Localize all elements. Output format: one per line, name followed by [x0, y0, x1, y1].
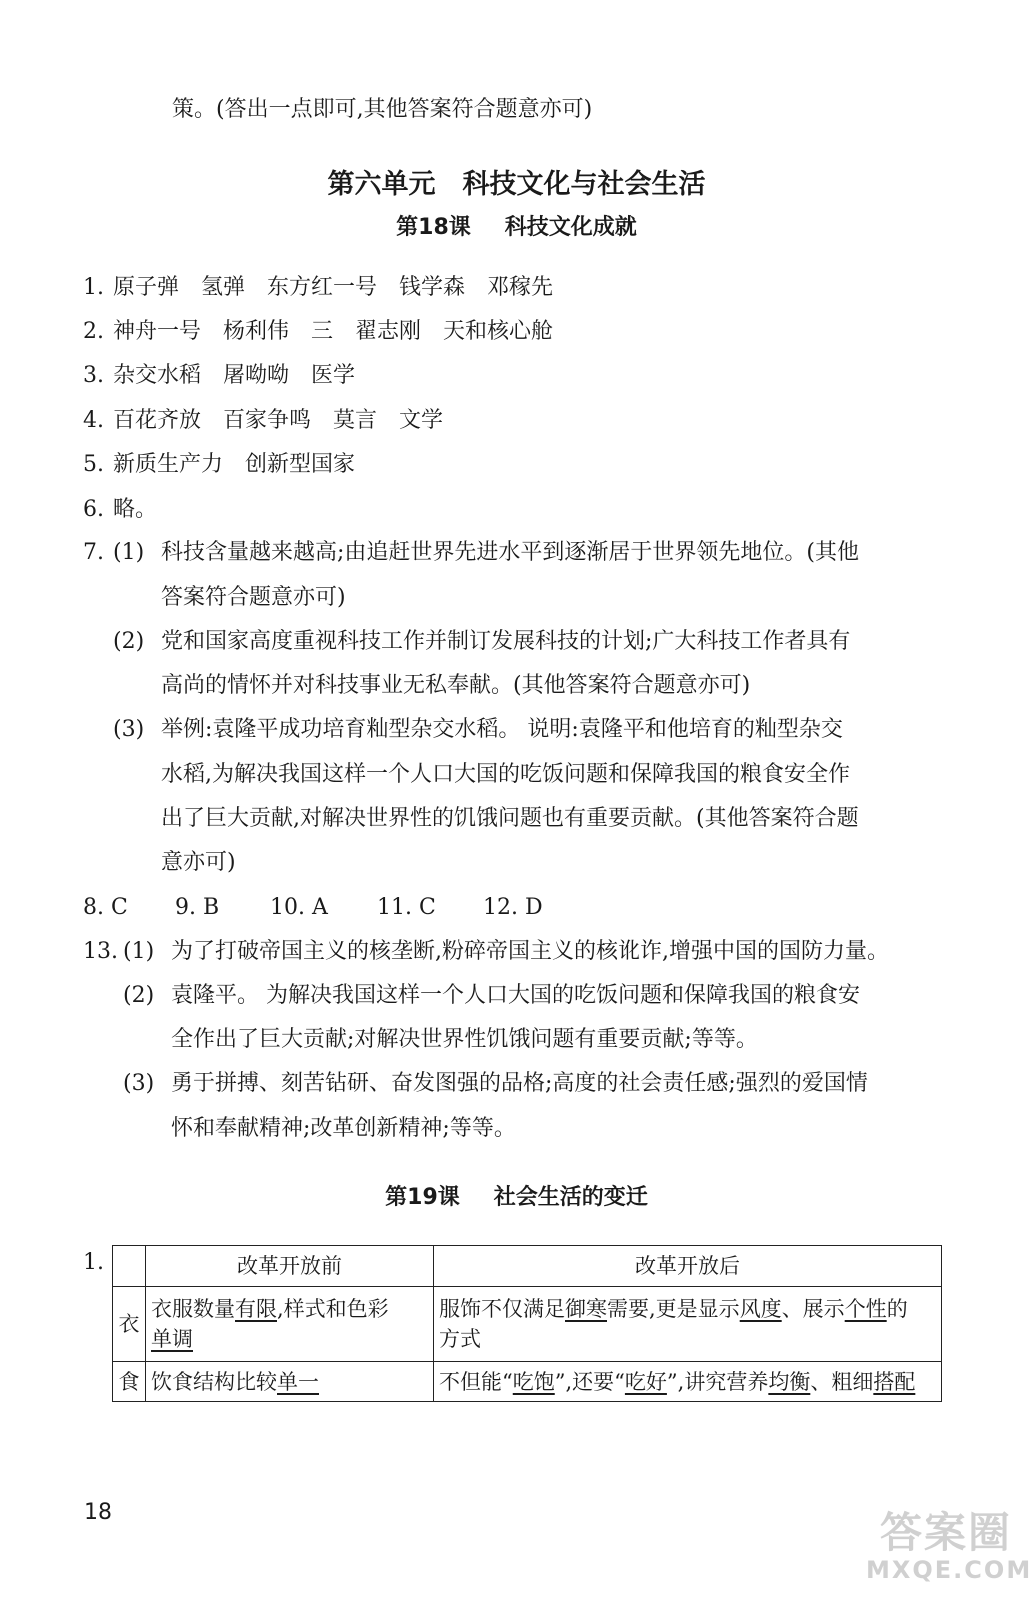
answer-7-part-2-cont: 高尚的情怀并对科技事业无私奉献。(其他答案符合题意亦可): [161, 673, 751, 698]
answer-7-part-2: (2) 党和国家高度重视科技工作并制订发展科技的计划;广大科技工作者具有: [113, 629, 851, 654]
table-header-after: 改革开放后: [434, 1246, 942, 1287]
answer-1: 1. 原子弹 氢弹 东方红一号 钱学森 邓稼先: [83, 275, 554, 300]
table-row: [113, 1287, 942, 1362]
answer-13-part-3: (3) 勇于拼搏、刻苦钻研、奋发图强的品格;高度的社会责任感;强烈的爱国情: [123, 1071, 868, 1096]
page-number: 18: [84, 1500, 112, 1525]
answer-7-part-1: 7. (1) 科技含量越来越高;由追赶世界先进水平到逐渐居于世界领先地位。(其他: [83, 540, 859, 565]
table-header-before: 改革开放前: [146, 1246, 434, 1287]
answer-7-part-3-cont-3: 意亦可): [161, 850, 236, 875]
table-row: [113, 1362, 942, 1402]
answer-10: 10. A: [270, 895, 328, 920]
comparison-table: [112, 1245, 942, 1402]
answer-13-part-1: 13. (1) 为了打破帝国主义的核垄断,粉碎帝国主义的核讹诈,增强中国的国防力量。: [83, 939, 889, 964]
table-cell-after: 服饰不仅满足御寒需要,更是显示风度、展示个性的 方式: [434, 1287, 942, 1362]
answer-13-part-3-cont: 怀和奉献精神;改革创新精神;等等。: [171, 1116, 516, 1141]
watermark-url: MXQE.COM: [866, 1556, 1033, 1584]
continuation-line: 策。(答出一点即可,其他答案符合题意亦可): [172, 97, 593, 122]
table-cell-before: 衣服数量有限,样式和色彩 单调: [146, 1287, 434, 1362]
answer-3: 3. 杂交水稻 屠呦呦 医学: [83, 363, 356, 388]
table-question-number: 1.: [83, 1250, 104, 1275]
table-header-blank: [113, 1246, 146, 1287]
lesson-19-number: 第19课: [385, 1185, 460, 1210]
row-label-food: 食: [113, 1362, 146, 1402]
answer-13-part-2: (2) 袁隆平。 为解决我国这样一个人口大国的吃饭问题和保障我国的粮食安: [123, 983, 860, 1008]
table-header-row: [113, 1246, 942, 1287]
lesson-18-title: 科技文化成就: [504, 215, 637, 240]
row-label-clothing: 衣: [113, 1287, 146, 1362]
lesson-18-number: 第18课: [396, 215, 471, 240]
answer-7-part-3: (3) 举例:袁隆平成功培育籼型杂交水稻。 说明:袁隆平和他培育的籼型杂交: [113, 717, 843, 742]
lesson-19-title: 社会生活的变迁: [493, 1185, 648, 1210]
answer-11: 11. C: [377, 895, 436, 920]
answer-12: 12. D: [483, 895, 543, 920]
answer-8: 8. C: [83, 895, 128, 920]
answer-6: 6. 略。: [83, 497, 158, 522]
answer-7-part-1-cont: 答案符合题意亦可): [161, 585, 346, 610]
lesson-19-heading: [0, 1180, 1033, 1211]
watermark-logo: 答案圈: [880, 1508, 1013, 1557]
lesson-18-heading: [0, 210, 1033, 241]
answer-2: 2. 神舟一号 杨利伟 三 翟志刚 天和核心舱: [83, 319, 554, 344]
answer-13-part-2-cont: 全作出了巨大贡献;对解决世界性饥饿问题有重要贡献;等等。: [171, 1027, 758, 1052]
answer-5: 5. 新质生产力 创新型国家: [83, 452, 356, 477]
answer-7-part-3-cont-1: 水稻,为解决我国这样一个人口大国的吃饭问题和保障我国的粮食安全作: [161, 762, 850, 787]
answer-9: 9. B: [175, 895, 220, 920]
answer-4: 4. 百花齐放 百家争鸣 莫言 文学: [83, 408, 444, 433]
table-cell-after: 不但能“吃饱”,还要“吃好”,讲究营养均衡、粗细搭配: [434, 1362, 942, 1402]
unit-title: 第六单元 科技文化与社会生活: [327, 169, 706, 200]
table-cell-before: 饮食结构比较单一: [146, 1362, 434, 1402]
answer-7-part-3-cont-2: 出了巨大贡献,对解决世界性的饥饿问题也有重要贡献。(其他答案符合题: [161, 806, 859, 831]
